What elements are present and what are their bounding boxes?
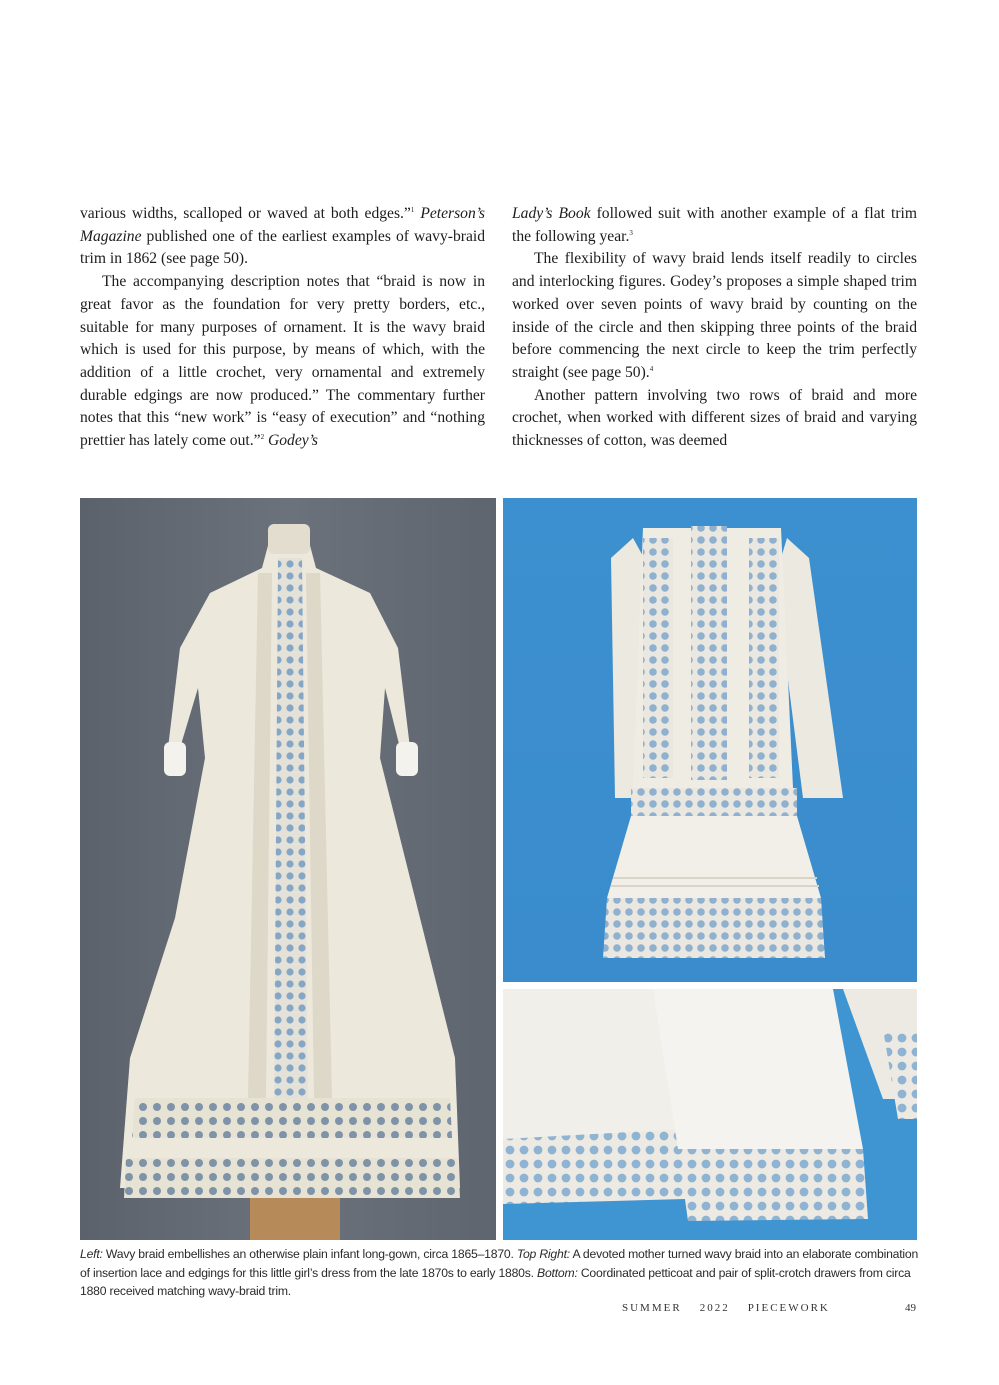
magazine-title-ladys-book: Lady’s Book <box>512 205 591 222</box>
page-number: 49 <box>905 1302 916 1314</box>
caption-label-top-right: Top Right: <box>516 1247 570 1261</box>
girls-dress-photo <box>503 498 917 982</box>
footer-year: 2022 <box>699 1302 730 1314</box>
infant-long-gown-illustration <box>80 498 496 1240</box>
footnote-ref-1: 1 <box>410 206 415 214</box>
left-paragraph-2: The accompanying description notes that “braid is now in great favor as the foundation for very pretty borders, etc., suitable for many purposes of ornament. It is the wavy braid which is used for this purpose, by means of which, with the addition of a little crochet, very ornamental and extremely durable edgings are now produced.” The commentary further notes that this “new work” is “easy of execution” and “nothing prettier has lately come out.”$^2$ Godey’s <box>80 273 485 450</box>
footnote-ref-4: 4 <box>649 364 654 373</box>
girls-dress-illustration <box>503 498 917 982</box>
footer-magazine-name: PIECEWORK <box>747 1302 830 1314</box>
caption-label-left: Left: <box>80 1247 103 1261</box>
magazine-title-petersons: Peterson’s Magazine <box>80 205 485 245</box>
footer-season: SUMMER <box>622 1302 682 1314</box>
footnote-ref-2: 2 <box>260 433 265 442</box>
caption-label-bottom: Bottom: <box>537 1265 578 1280</box>
infant-long-gown-photo <box>80 498 496 1240</box>
right-text-column <box>512 203 917 453</box>
left-paragraph-1: various widths, scalloped or waved at both edges.”$^1$ Peterson’s Magazine published one of the earliest examples of wavy-braid trim in 1862 (see page 50). <box>80 205 485 268</box>
right-paragraph-1: Lady’s Book followed suit with another example of a flat trim the following year.$^3$ <box>512 205 917 245</box>
petticoat-and-drawers-photo <box>503 989 917 1240</box>
right-paragraph-2: The flexibility of wavy braid lends itself readily to circles and interlocking figures. Godey’s proposes a simple shaped trim worked over seven points of wavy braid by counting on the inside of the circle and then skipping three points of the braid before commencing the next circle to keep the trim perfectly straight (see page 50).$^4$ <box>512 250 917 381</box>
footnote-ref-3: 3 <box>629 228 633 237</box>
magazine-title-godeys: Godey’s <box>264 432 318 450</box>
left-text-column <box>80 203 485 453</box>
right-paragraph-3: Another pattern involving two rows of braid and more crochet, when worked with different sizes of braid and varying thicknesses of cotton, was deemed <box>512 386 917 450</box>
petticoat-and-drawers-illustration <box>503 989 917 1240</box>
running-footer <box>622 1302 848 1314</box>
photo-caption: Left: Wavy braid embellishes an otherwise plain infant long-gown, circa 1865–1870. Top Right: A devoted mother turned wavy braid into an elaborate combination of insertion lace and edgings for this little girl’s dress from the late 1870s to early 1880s. Bottom: Coordinated petticoat and pair of split-crotch drawers from circa 1880 received matching wavy-braid trim. <box>80 1247 919 1298</box>
